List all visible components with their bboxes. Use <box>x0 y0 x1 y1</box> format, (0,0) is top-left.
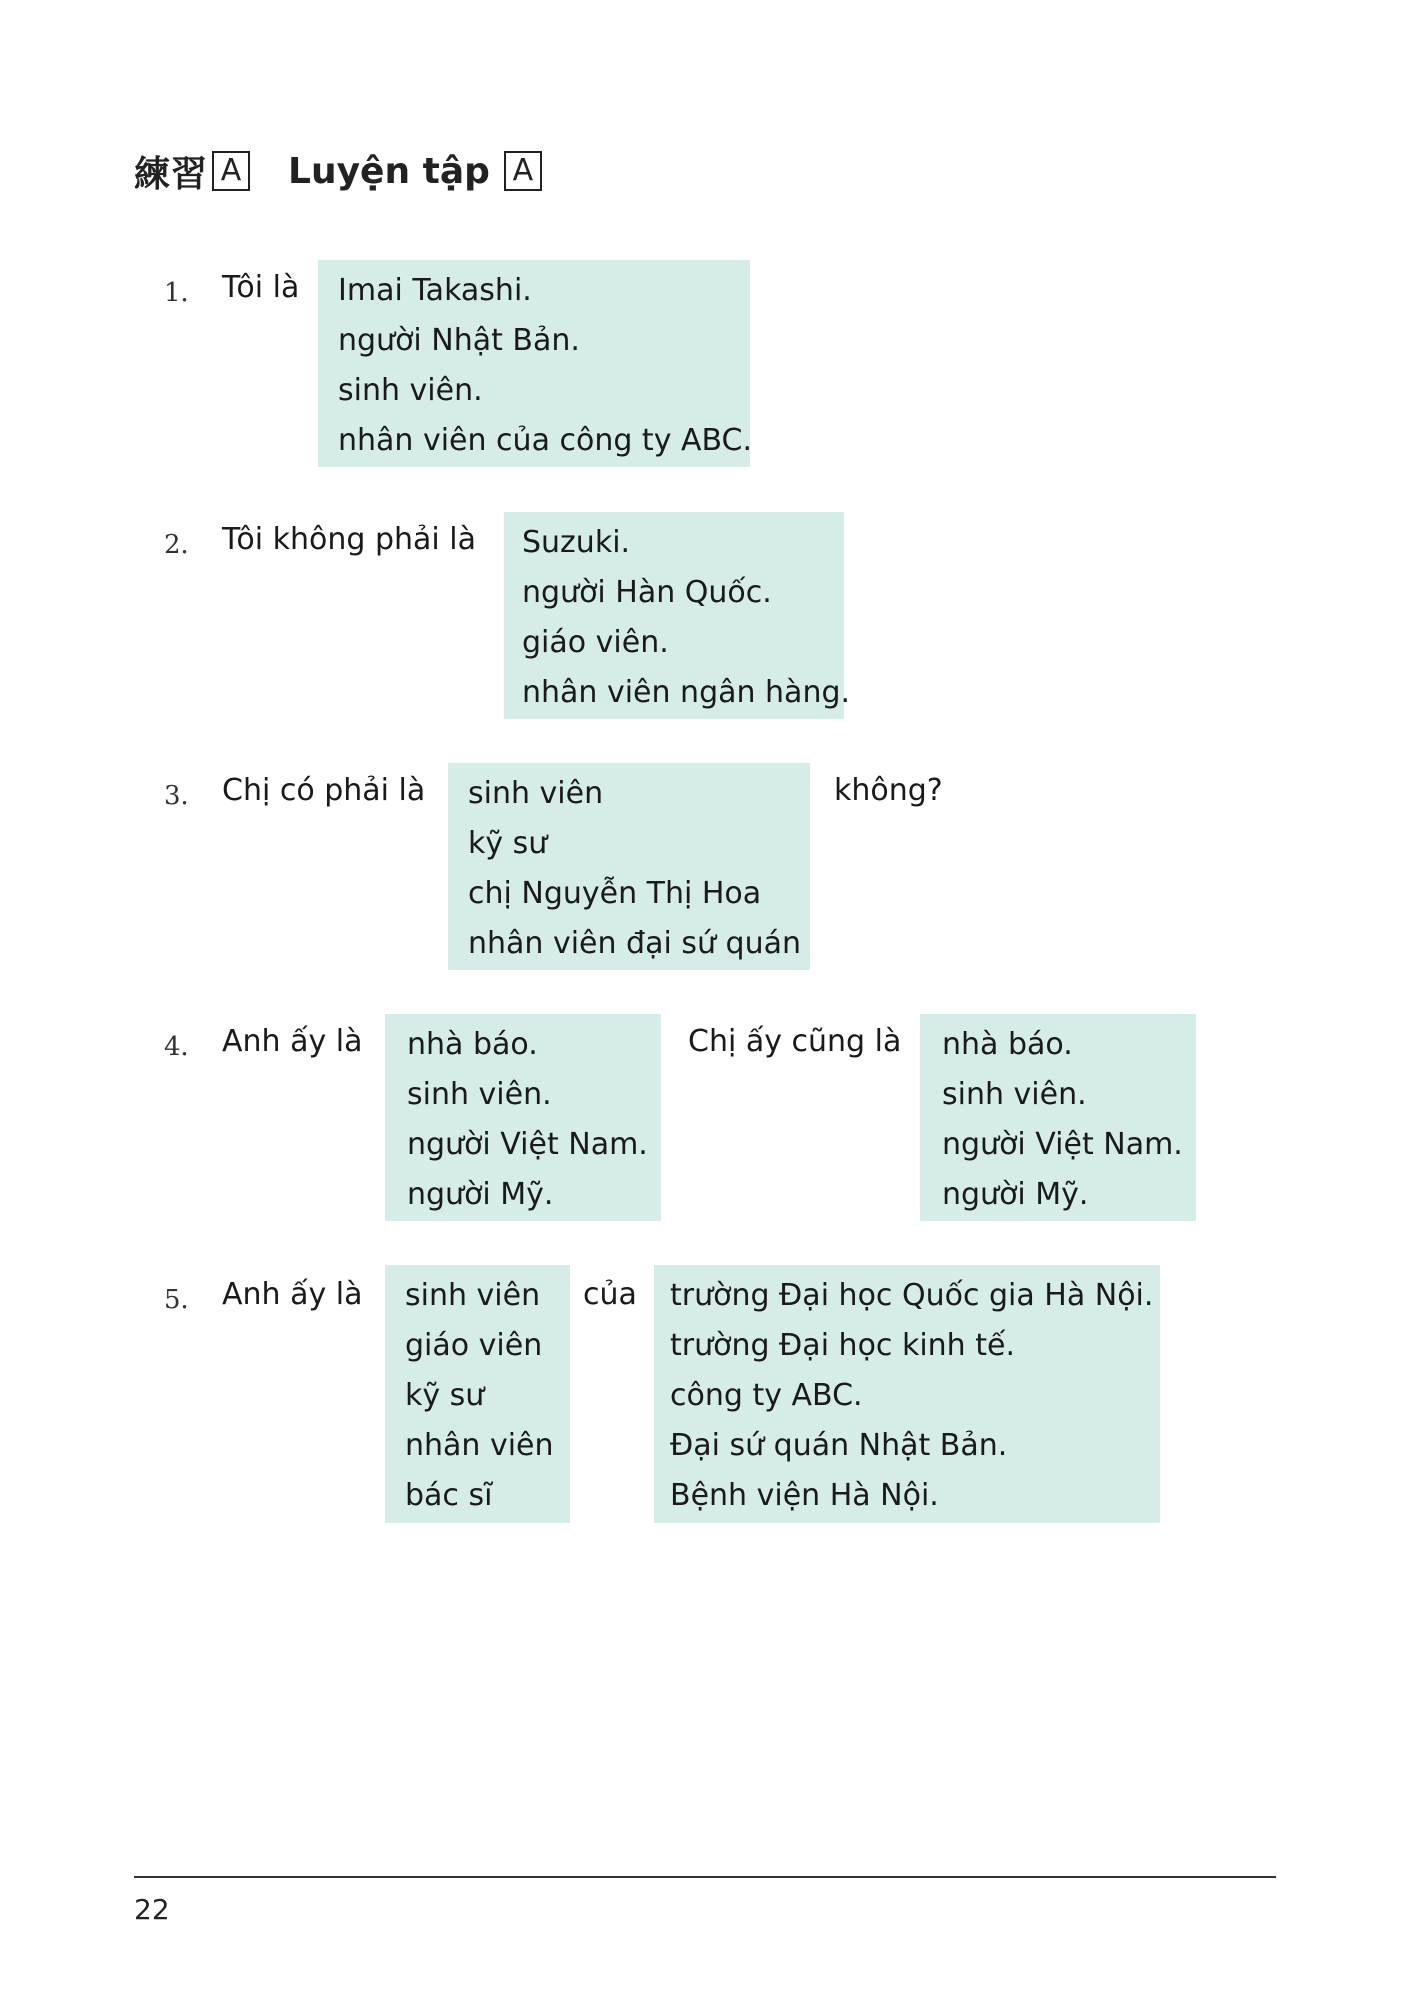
exercise-5-option: trường Đại học Quốc gia Hà Nội. <box>670 1278 1154 1313</box>
exercise-4-option: sinh viên. <box>942 1077 1087 1112</box>
title-box-letter: A <box>212 151 250 191</box>
exercise-2-option: nhân viên ngân hàng. <box>522 675 851 710</box>
exercise-4-option: người Mỹ. <box>942 1177 1089 1212</box>
exercise-2-option: Suzuki. <box>522 525 631 560</box>
exercise-3-prefix: Chị có phải là <box>222 773 426 808</box>
exercise-1-option: sinh viên. <box>338 373 483 408</box>
exercise-2-option: giáo viên. <box>522 625 669 660</box>
exercise-2-number: 2． <box>164 530 207 560</box>
exercise-3-options-box <box>448 763 810 970</box>
exercise-4-prefix: Anh ấy là <box>222 1024 363 1059</box>
page-number: 22 <box>134 1893 170 1926</box>
exercise-3-suffix: không? <box>834 773 943 808</box>
exercise-5-number: 5． <box>164 1285 207 1315</box>
exercise-2-options-box <box>504 512 851 719</box>
title-vietnamese: Luyện tập <box>288 150 490 192</box>
page-title <box>134 146 542 196</box>
exercise-2-option: người Hàn Quốc. <box>522 575 772 610</box>
exercise-1-number: 1． <box>164 278 207 308</box>
exercise-5-option: Bệnh viện Hà Nội. <box>670 1478 939 1513</box>
exercise-1-options-box <box>318 260 753 467</box>
exercise-4-option: người Việt Nam. <box>407 1127 648 1162</box>
exercise-3-number: 3． <box>164 781 207 811</box>
exercise-5-options-box-1 <box>385 1265 570 1523</box>
title-japanese: 練習 <box>134 153 209 195</box>
exercise-4-option: nhà báo. <box>407 1027 538 1062</box>
exercise-2-prefix: Tôi không phải là <box>222 522 476 557</box>
exercise-4-option: người Mỹ. <box>407 1177 554 1212</box>
title-box-letter-2: A <box>504 151 542 191</box>
exercise-3-option: sinh viên <box>468 776 604 811</box>
exercise-5-option: trường Đại học kinh tế. <box>670 1328 1015 1363</box>
exercise-3-option: chị Nguyễn Thị Hoa <box>468 876 762 911</box>
exercise-5-options-box-2 <box>654 1265 1160 1523</box>
exercise-4-options-box-2 <box>920 1014 1196 1221</box>
exercise-5-option: bác sĩ <box>405 1478 493 1513</box>
exercise-1-option: người Nhật Bản. <box>338 323 580 358</box>
exercise-5-option: công ty ABC. <box>670 1378 863 1413</box>
exercise-4-option: nhà báo. <box>942 1027 1073 1062</box>
exercise-5-option: Đại sứ quán Nhật Bản. <box>670 1428 1008 1463</box>
exercise-4-middle: Chị ấy cũng là <box>688 1024 902 1059</box>
exercise-3-option: nhân viên đại sứ quán <box>468 926 801 961</box>
exercise-4-option: sinh viên. <box>407 1077 552 1112</box>
exercise-1-prefix: Tôi là <box>222 270 300 305</box>
exercise-5-option: sinh viên <box>405 1278 541 1313</box>
exercise-4-option: người Việt Nam. <box>942 1127 1183 1162</box>
exercise-5-prefix: Anh ấy là <box>222 1277 363 1312</box>
exercise-4-number: 4． <box>164 1032 207 1062</box>
exercise-5-option: giáo viên <box>405 1328 543 1363</box>
exercise-1-option: Imai Takashi. <box>338 273 532 308</box>
exercise-5-middle: của <box>583 1277 637 1312</box>
exercise-4-options-box-1 <box>385 1014 661 1221</box>
exercise-5-option: nhân viên <box>405 1428 554 1463</box>
exercise-3-option: kỹ sư <box>468 826 548 861</box>
exercise-5-option: kỹ sư <box>405 1378 485 1413</box>
exercise-1-option: nhân viên của công ty ABC. <box>338 423 753 458</box>
footer-rule <box>134 1876 1276 1878</box>
